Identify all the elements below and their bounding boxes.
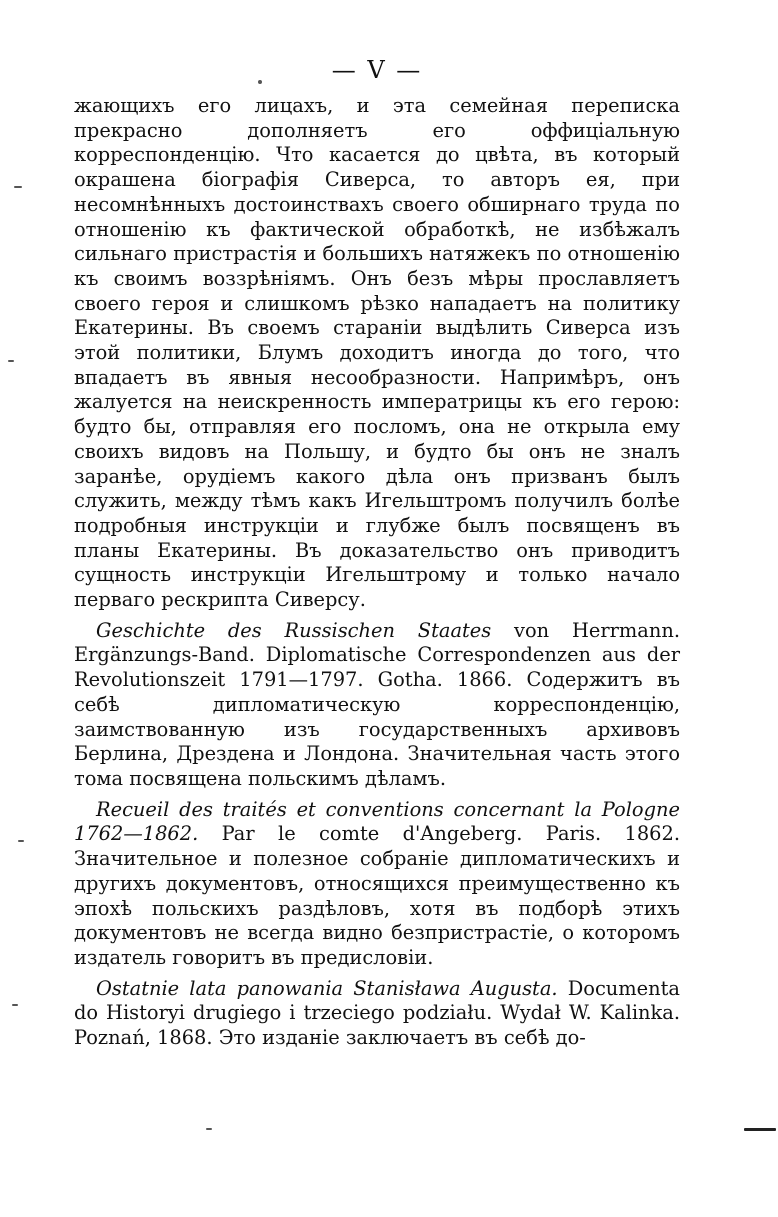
- work-title: Geschichte des Russischen Staates: [96, 618, 492, 642]
- paragraph-text: von Herrmann. Ergänzungs-Band. Diplomatische Correspondenzen aus der Revolutionszeit 1791—1797. Gotha. 1866. Содержитъ въ себѣ дипломатическую корреспонденцію, заимствованную изъ государственныхъ архивовъ Берлина, Дрездена и Лондона. Значительная часть этого тома посвящена польскимъ дѣламъ.: [74, 618, 680, 790]
- paragraph-kalinka-entry: [74, 977, 680, 1051]
- paragraph-angeberg-entry: [74, 798, 680, 971]
- scan-speck-bottom: [206, 1128, 212, 1130]
- paragraph-text: Par le comte d'Angeberg. Paris. 1862. Значительное и полезное собраніе дипломатическихъ и другихъ документовъ, относящихся преимущественно къ эпохѣ польскихъ раздѣловъ, хотя въ подборѣ этихъ документовъ не всегда видно безпристрастіе, о которомъ издатель говоритъ въ предисловіи.: [74, 822, 680, 969]
- paragraph-intro: [74, 94, 680, 613]
- paragraph-herrmann-entry: [74, 619, 680, 792]
- paragraph-text: Documenta do Historyi drugiego i trzeciego podziału. Wydał W. Kalinka. Poznań, 1868. Это изданіе заключаетъ въ себѣ до-: [74, 976, 680, 1050]
- scan-mark-left: [18, 840, 24, 842]
- paragraph-text: жающихъ его лицахъ, и эта семейная переписка прекрасно дополняетъ его оффиціальную корреспонденцію. Что касается до цвѣта, въ который окрашена біографія Сиверса, то авторъ ея, при несомнѣнныхъ достоинствахъ своего обширнаго труда по отношенію къ фактической обработкѣ, не избѣжалъ сильнаго пристрастія и большихъ натяжекъ по отношенію къ своимъ воззрѣніямъ. Онъ безъ мѣры прославляетъ своего героя и слишкомъ рѣзко нападаетъ на политику Екатерины. Въ своемъ стараніи выдѣлить Сиверса изъ этой политики, Блумъ доходитъ иногда до того, что впадаетъ въ явныя несообразности. Напримѣръ, онъ жалуется на неискренность императрицы къ его герою: будто бы, отправляя его посломъ, она не открыла ему своихъ видовъ на Польшу, и будто бы онъ не зналъ заранѣе, орудіемъ какого дѣла онъ призванъ былъ служить, между тѣмъ какъ Игельштромъ получилъ болѣе подробныя инструкціи и глубже былъ посвященъ въ планы Екатерины. Въ доказательство онъ приводитъ сущность инструкціи Игельштрому и только начало перваго рескрипта Сиверсу.: [74, 94, 680, 612]
- scan-mark-left: [12, 1004, 18, 1006]
- scan-mark-right-edge: [744, 1128, 776, 1131]
- work-title: Recueil des traités et conventions concernant la Pologne 1762—1862.: [74, 797, 680, 846]
- scan-mark-left: [8, 360, 14, 362]
- work-title: Ostatnie lata panowania Stanisława Augusta.: [96, 976, 558, 1000]
- scan-speck-top: [258, 80, 262, 84]
- page-number: — V —: [331, 56, 423, 84]
- book-page: [74, 52, 680, 1051]
- scan-mark-left: [14, 186, 22, 188]
